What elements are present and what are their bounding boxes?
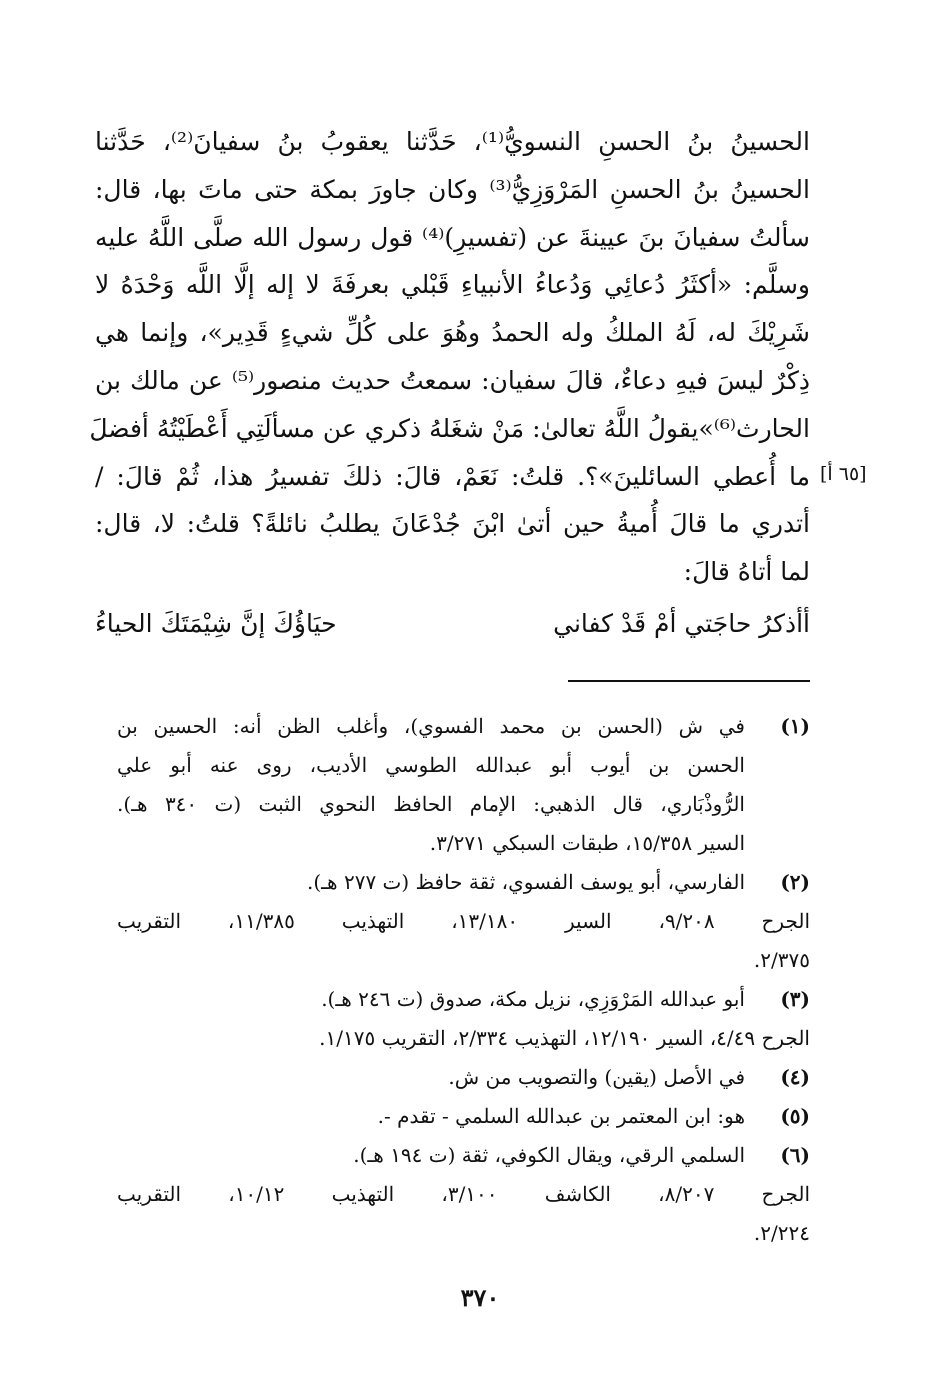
text-line: الحسينُ بنُ الحسنِ المَرْوَزِيُّ⁽³⁾ وكان جاورَ بمكة حتى ماتَ بها، قال: [95, 174, 810, 204]
footnotes [117, 707, 810, 1253]
footnote-separator [568, 680, 810, 682]
footnote [117, 1058, 810, 1097]
verse-second-hemistich: حيَاؤُكَ إنَّ شِيْمَتَكَ الحياءُ [95, 609, 337, 638]
footnote [117, 1136, 810, 1253]
footnote [117, 980, 810, 1058]
text-line: لما أتاهُ قالَ: [683, 557, 810, 587]
footnote [117, 1097, 810, 1136]
footnote-line: الفارسي، أبو يوسف الفسوي، ثقة حافظ (ت ٢٧٧ هـ). [307, 870, 745, 894]
text-line: ما أُعطي السائلينَ»؟. قلتُ: نَعَمْ، قالَ: ذلكَ تفسيرُ هذا، ثُمْ قالَ: / [95, 461, 810, 491]
footnote-line: السلمي الرقي، ويقال الكوفي، ثقة (ت ١٩٤ هـ). [353, 1143, 745, 1167]
page-number: ٣٧٠ [460, 1283, 500, 1312]
manuscript-folio-marker: [٦٥ أ] [820, 463, 867, 485]
text-line: الحسينُ بنُ الحسنِ النسويُّ⁽¹⁾، حَدَّثنا يعقوبُ بنُ سفيانَ⁽²⁾، حَدَّثنا [95, 127, 810, 156]
footnote-line: الجرح ٤/٤٩، السير ١٢/١٩٠، التهذيب ٢/٣٣٤، التقريب ١/١٧٥. [319, 1026, 810, 1050]
footnote-line: ٢/٣٧٥. [753, 948, 810, 972]
footnote-line: في الأصل (يقين) والتصويب من ش. [448, 1065, 745, 1089]
footnote-line: السير ١٥/٣٥٨، طبقات السبكي ٣/٢٧١. [429, 831, 745, 855]
poetry-verse [95, 598, 810, 650]
verse-first-hemistich: أأذكرُ حاجَتي أمْ قَدْ كفاني [553, 609, 810, 638]
footnote-line: الحسن بن أيوب أبو عبدالله الطوسي الأديب، روى عنه أبو علي [117, 753, 745, 777]
footnote-number: (٣) [780, 987, 810, 1011]
footnote-number: (٢) [780, 870, 810, 894]
footnote-number: (٥) [780, 1104, 810, 1128]
footnote [117, 863, 810, 980]
footnote-line: أبو عبدالله المَرْوَزِي، نزيل مكة، صدوق (ت ٢٤٦ هـ). [321, 987, 745, 1011]
footnote-line: الجرح ٩/٢٠٨، السير ١٣/١٨٠، التهذيب ١١/٣٨٥، التقريب [117, 909, 811, 933]
footnote-line: هو: ابن المعتمر بن عبدالله السلمي - تقدم -. [377, 1104, 745, 1128]
text-line: الحارث⁽⁶⁾»يقولُ اللَّهُ تعالىٰ: مَنْ شغَلهُ ذكري عن مسألَتِي أَعْطَيْتُهُ أفضلَ [89, 413, 810, 443]
footnote-number: (٦) [780, 1143, 810, 1167]
footnote-line: في ش (الحسن بن محمد الفسوي)، وأغلب الظن أنه: الحسين بن [117, 714, 745, 738]
footnote [117, 707, 810, 863]
main-text [89, 118, 810, 596]
footnote-number: (٤) [780, 1065, 810, 1089]
footnote-line: الجرح ٨/٢٠٧، الكاشف ٣/١٠٠، التهذيب ١٠/١٢، التقريب [117, 1182, 811, 1206]
text-line: أتدري ما قالَ أُميةُ حين أتىٰ ابْنَ جُدْعَانَ يطلبُ نائلةً؟ قلتُ: لا، قال: [95, 509, 810, 539]
footnote-line: ٢/٢٢٤. [753, 1221, 810, 1245]
footnote-line: الرُّوذْبَاري، قال الذهبي: الإمام الحافظ النحوي الثبت (ت ٣٤٠ هـ). [117, 792, 745, 816]
footnote-number: (١) [780, 714, 810, 738]
text-line: سألتُ سفيانَ بنَ عيينةَ عن (تفسيرِ)⁽⁴⁾ قول رسول الله صلَّى اللَّهُ عليه [95, 222, 810, 252]
text-line: شَرِيْكَ له، لَهُ الملكُ وله الحمدُ وهُوَ على كُلِّ شيءٍ قَدِير»، وإنما هي [95, 318, 810, 348]
text-line: ذِكْرٌ ليسَ فيهِ دعاءٌ، قالَ سفيان: سمعتُ حديث منصور⁽⁵⁾ عن مالك بن [95, 365, 810, 395]
text-line: وسلَّم: «أكثَرُ دُعائِي وَدُعاءُ الأنبياءِ قَبْلي بعرفَةَ لا إله إلَّا اللَّه وَحْدَهُ لا [95, 270, 810, 300]
